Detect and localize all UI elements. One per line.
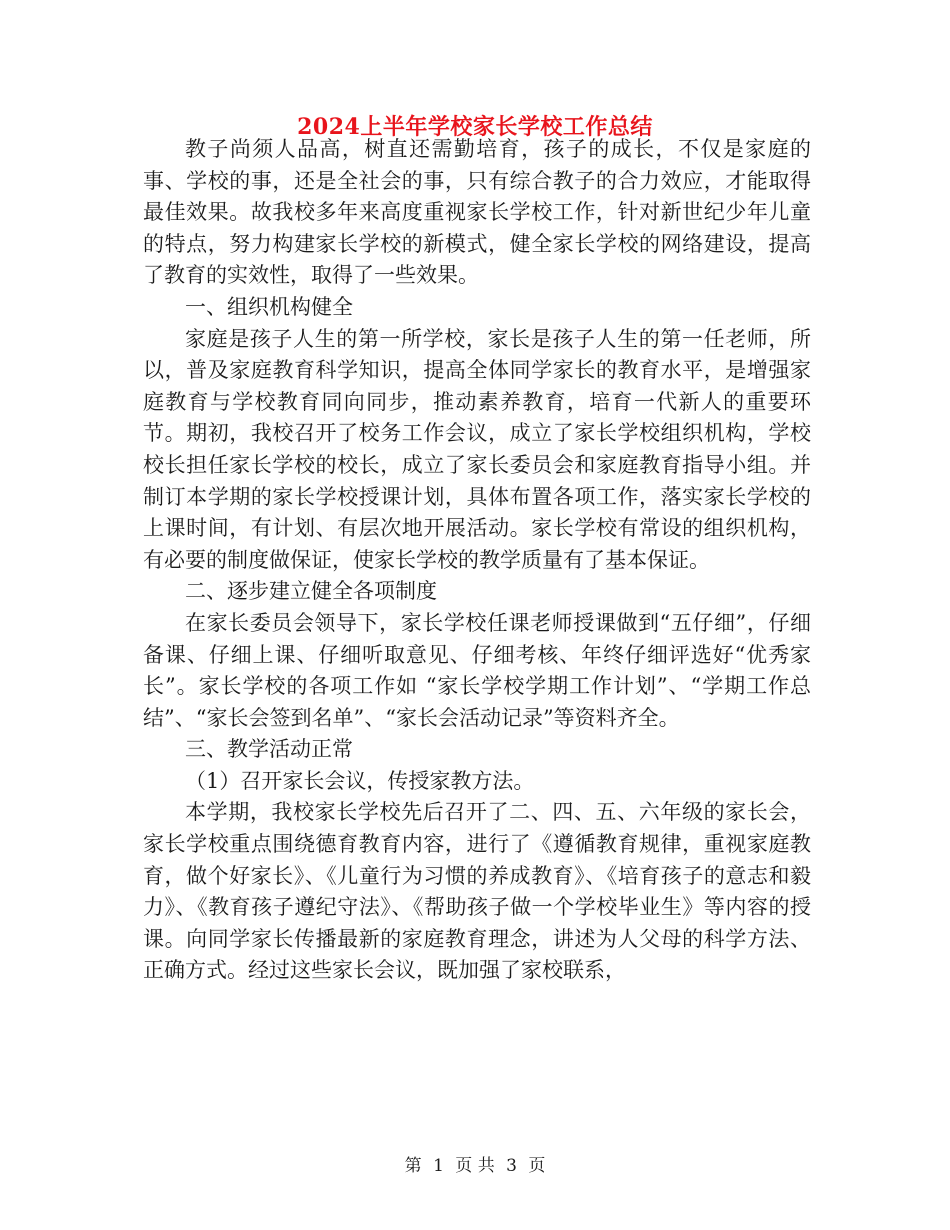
sub-heading-1: （1）召开家长会议，传授家教方法。 bbox=[185, 768, 535, 793]
footer-total-pages: 3 bbox=[506, 1156, 517, 1176]
footer-page-number: 1 bbox=[433, 1156, 444, 1176]
paragraph-intro: 教子尚须人品高，树直还需勤培育，孩子的成长，不仅是家庭的事、学校的事，还是全社会的事，只有综合教子的合力效应，才能取得最佳效果。故我校多年来高度重视家长学校工作，针对新世纪少年儿童的特点，努力构建家长学校的新模式，健全家长学校的网络建设，提高了教育的实效性，取得了一些效果。 bbox=[143, 137, 811, 288]
section-heading-2: 二、逐步建立健全各项制度 bbox=[185, 579, 437, 604]
paragraph-meetings: 本学期，我校家长学校先后召开了二、四、五、六年级的家长会，家长学校重点围绕德育教育内容，进行了《遵循教育规律，重视家庭教育，做个好家长》、《儿童行为习惯的养成教育》、《培育孩子的意志和毅力》、《教育孩子遵纪守法》、《帮助孩子做一个学校毕业生》等内容的授课。向同学家长传播最新的家庭教育理念，讲述为人父母的科学方法、正确方式。经过这些家长会议，既加强了家校联系， bbox=[143, 800, 811, 983]
paragraph-system: 在家长委员会领导下，家长学校任课老师授课做到“五仔细”，仔细备课、仔细上课、仔细听取意见、仔细考核、年终仔细评选好“优秀家长”。家长学校的各项工作如 “家长学校学期工作计划”、“学期工作总结”、“家长会签到名单”、“家长会活动记录”等资料齐全。 bbox=[143, 610, 811, 730]
section-heading-3: 三、教学活动正常 bbox=[185, 737, 353, 762]
footer-middle: 页 共 bbox=[455, 1156, 495, 1176]
page-footer bbox=[0, 1154, 950, 1178]
paragraph-organization: 家庭是孩子人生的第一所学校，家长是孩子人生的第一任老师，所以，普及家庭教育科学知识，提高全体同学家长的教育水平，是增强家庭教育与学校教育同向同步，推动素养教育，培育一代新人的重要环节。期初，我校召开了校务工作会议，成立了家长学校组织机构，学校校长担任家长学校的校长，成立了家长委员会和家庭教育指导小组。并制订本学期的家长学校授课计划，具体布置各项工作，落实家长学校的上课时间，有计划、有层次地开展活动。家长学校有常设的组织机构，有必要的制度做保证，使家长学校的教学质量有了基本保证。 bbox=[143, 326, 811, 572]
section-heading-1: 一、组织机构健全 bbox=[185, 294, 353, 319]
footer-prefix: 第 bbox=[404, 1156, 422, 1176]
footer-suffix: 页 bbox=[528, 1156, 546, 1176]
document-title: 2024上半年学校家长学校工作总结 bbox=[297, 114, 653, 140]
document-body bbox=[143, 134, 811, 987]
